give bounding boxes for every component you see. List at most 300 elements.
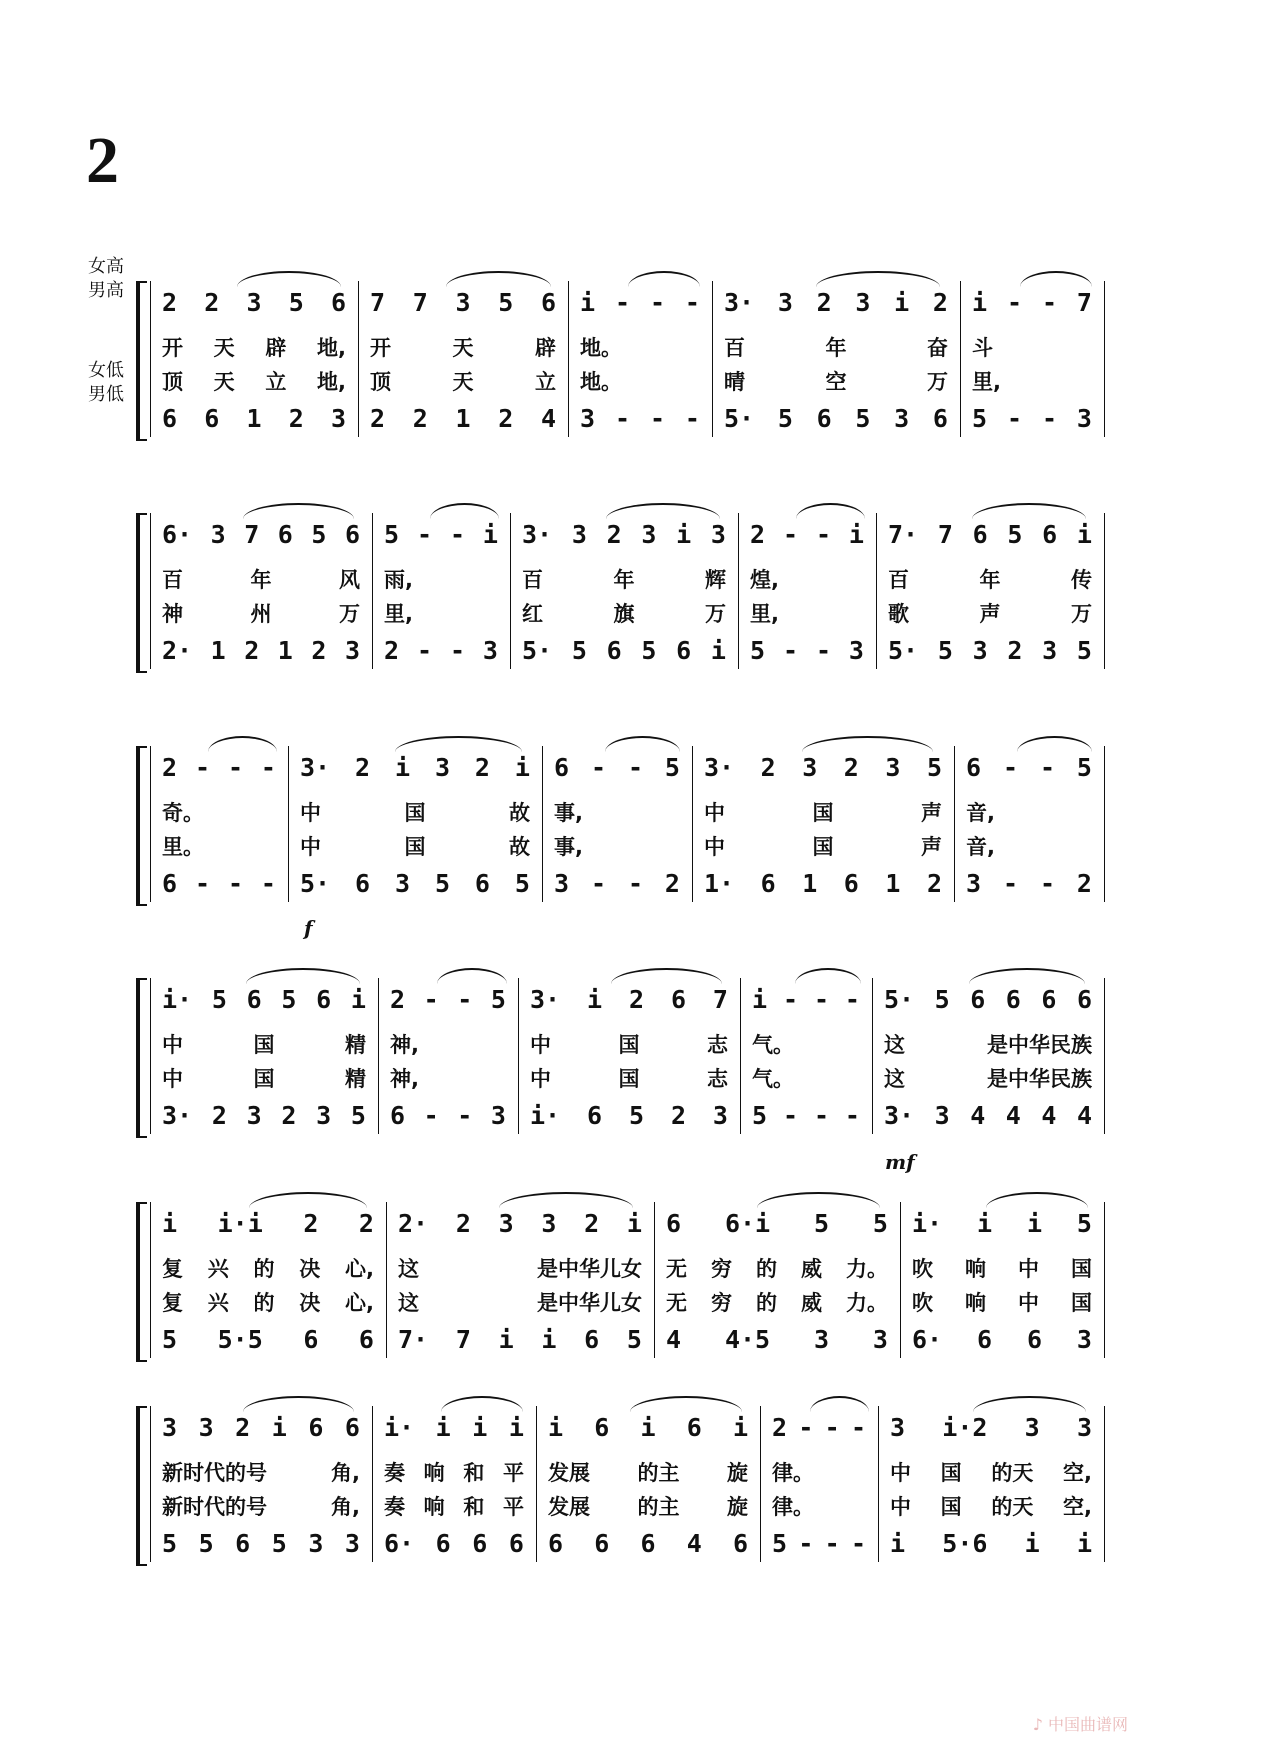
note: 5 xyxy=(384,519,400,549)
note: 6 xyxy=(1042,519,1058,549)
note: i xyxy=(732,1412,748,1442)
upper-voice-notes xyxy=(288,750,542,784)
note: 5 xyxy=(813,1208,830,1238)
note: - xyxy=(824,1528,840,1558)
lyric-verse-2 xyxy=(150,367,358,395)
lower-voice-notes xyxy=(372,1526,536,1560)
note: 2 xyxy=(162,287,178,317)
system-bracket xyxy=(136,281,147,441)
lyric-syllable: 年 xyxy=(825,336,847,360)
note: 6 xyxy=(435,1528,451,1558)
note: 2 xyxy=(1007,635,1023,665)
measure xyxy=(876,517,1104,677)
lyric-syllable: 国 xyxy=(812,835,834,859)
note: - xyxy=(614,403,631,433)
lyric-syllable: 角, xyxy=(331,1461,360,1485)
note: 5 xyxy=(664,752,680,782)
lyric-verse-1 xyxy=(654,1254,900,1282)
note: 6 xyxy=(640,1528,656,1558)
note: 2 xyxy=(474,752,490,782)
note: 2 xyxy=(204,287,220,317)
note: - xyxy=(260,868,276,898)
lyric-syllable: 穷 xyxy=(711,1291,732,1315)
note: 2 xyxy=(926,868,942,898)
lyric-syllable: 中 xyxy=(300,801,321,825)
note: i xyxy=(640,1412,656,1442)
note: 6 xyxy=(587,1100,603,1130)
note: 6· xyxy=(162,519,193,549)
note: 7· xyxy=(888,519,919,549)
note: 5 xyxy=(162,1528,178,1558)
score-system xyxy=(0,750,1278,910)
note: i xyxy=(890,1528,906,1558)
lyric-syllable: 中 xyxy=(1018,1257,1039,1281)
lyric-syllable: 开 xyxy=(162,336,183,360)
lyric-syllable: 中 xyxy=(704,835,725,859)
upper-voice-notes xyxy=(150,517,372,551)
measure xyxy=(738,517,876,677)
upper-voice-notes xyxy=(150,750,288,784)
upper-voice-notes xyxy=(536,1410,760,1444)
lower-voice-notes xyxy=(872,1098,1104,1132)
lyric-syllable: 国 xyxy=(940,1461,962,1485)
note: - xyxy=(798,1412,814,1442)
lyric-verse-1 xyxy=(568,333,712,361)
lyric-syllable: 心, xyxy=(345,1257,374,1281)
lower-voice-notes xyxy=(536,1526,760,1560)
lyric-syllable: 的 xyxy=(756,1257,777,1281)
lyric-syllable: 的天 xyxy=(991,1461,1034,1485)
barline xyxy=(1104,513,1105,669)
lyric-syllable: 律。 xyxy=(772,1495,814,1519)
note: 6· xyxy=(384,1528,415,1558)
upper-voice-notes xyxy=(712,285,960,319)
note: 3 xyxy=(330,403,346,433)
lyric-syllable: 天 xyxy=(452,336,474,360)
note: 3· xyxy=(530,984,561,1014)
note: - xyxy=(590,868,607,898)
lyric-verse-1 xyxy=(878,1458,1104,1486)
lyric-verse-2 xyxy=(372,1492,536,1520)
slur xyxy=(237,271,341,287)
note: - xyxy=(1039,868,1055,898)
upper-voice-notes xyxy=(872,982,1104,1016)
note: 5 xyxy=(937,635,953,665)
note: - xyxy=(782,635,799,665)
note: 2 xyxy=(628,984,645,1014)
note: 6 xyxy=(816,403,832,433)
lower-voice-notes xyxy=(712,401,960,435)
note: 3 xyxy=(710,519,726,549)
upper-voice-notes xyxy=(358,285,568,319)
note: 6 xyxy=(732,1528,748,1558)
lyric-syllable: 立 xyxy=(265,370,287,394)
note: - xyxy=(260,752,276,782)
note: - xyxy=(457,1100,473,1130)
lyric-verse-2 xyxy=(654,1288,900,1316)
note: 5 xyxy=(514,868,530,898)
note: 2 xyxy=(355,752,371,782)
note: 2 xyxy=(816,287,832,317)
lyric-syllable: 神, xyxy=(390,1033,419,1057)
lyric-syllable: 晴 xyxy=(724,370,745,394)
lyric-syllable: 空 xyxy=(825,370,847,394)
note: 6 xyxy=(970,984,986,1014)
lyric-syllable: 万 xyxy=(927,370,948,394)
lyric-syllable: 万 xyxy=(705,602,726,626)
note: 3 xyxy=(554,868,570,898)
note: 6 xyxy=(390,1100,406,1130)
slur xyxy=(430,503,499,519)
lyric-verse-1 xyxy=(386,1254,654,1282)
lyric-syllable: 角, xyxy=(331,1495,360,1519)
note: - xyxy=(1002,868,1019,898)
voice-label-alto: 女低 xyxy=(88,360,124,381)
note: 2 xyxy=(303,1208,319,1238)
lower-voice-notes xyxy=(876,633,1104,667)
note: 4 xyxy=(1076,1100,1092,1130)
measure xyxy=(150,1410,372,1570)
lyric-syllable: 传 xyxy=(1071,568,1092,592)
note: - xyxy=(1006,287,1023,317)
note: 4 xyxy=(540,403,556,433)
page-number: 2 xyxy=(86,124,119,197)
lyric-syllable: 旋 xyxy=(727,1495,748,1519)
note: 6 xyxy=(670,984,687,1014)
note: - xyxy=(449,519,465,549)
score-system xyxy=(0,1206,1278,1366)
note: 7 xyxy=(1076,287,1092,317)
note: 6 xyxy=(966,752,982,782)
lyric-verse-2 xyxy=(740,1064,872,1092)
note: 3 xyxy=(872,1324,888,1354)
lower-voice-notes xyxy=(518,1098,740,1132)
note: 6· xyxy=(912,1324,943,1354)
note: - xyxy=(227,752,243,782)
upper-voice-notes xyxy=(150,285,358,319)
note: 3 xyxy=(777,287,793,317)
measure xyxy=(654,1206,900,1366)
note: 3 xyxy=(246,1100,262,1130)
lyric-verse-1 xyxy=(876,565,1104,593)
note: - xyxy=(194,752,211,782)
note: 3 xyxy=(308,1528,324,1558)
lyric-syllable: 新时代的号 xyxy=(162,1495,267,1519)
lower-voice-notes xyxy=(150,1322,386,1356)
note: 6 xyxy=(355,868,371,898)
note: 1 xyxy=(885,868,901,898)
lyric-syllable: 辉 xyxy=(705,568,726,592)
note: 2 xyxy=(390,984,406,1014)
note: 3 xyxy=(571,519,587,549)
lower-voice-notes xyxy=(900,1322,1104,1356)
lyric-syllable: 地。 xyxy=(580,336,622,360)
lyric-syllable: 吹 xyxy=(912,1291,933,1315)
note: 2 xyxy=(358,1208,374,1238)
lyric-verse-1 xyxy=(378,1030,518,1058)
note: i xyxy=(894,287,910,317)
lyric-verse-2 xyxy=(150,832,288,860)
lyric-syllable: 的主 xyxy=(637,1461,680,1485)
lyric-syllable: 和 xyxy=(463,1495,485,1519)
upper-voice-notes xyxy=(900,1206,1104,1240)
measure xyxy=(692,750,954,910)
note: 3· xyxy=(162,1100,193,1130)
lyric-syllable: 精 xyxy=(345,1033,366,1057)
lyric-syllable: 的主 xyxy=(637,1495,680,1519)
note: 6 xyxy=(1041,984,1057,1014)
upper-voice-notes xyxy=(654,1206,900,1240)
note: 6 xyxy=(308,1412,324,1442)
measure xyxy=(878,1410,1104,1570)
note: 5· xyxy=(884,984,915,1014)
note: i xyxy=(1024,1528,1040,1558)
lyric-syllable: 国 xyxy=(618,1067,640,1091)
note: 5 xyxy=(1076,752,1092,782)
lyric-syllable: 中 xyxy=(530,1033,551,1057)
note: 3 xyxy=(316,1100,332,1130)
voice-label-soprano: 女高 xyxy=(88,256,124,277)
upper-voice-notes xyxy=(740,982,872,1016)
note: - xyxy=(1041,403,1057,433)
lyric-syllable: 音, xyxy=(966,835,995,859)
note: 2 xyxy=(932,287,948,317)
lyric-syllable: 志 xyxy=(707,1033,728,1057)
slur xyxy=(606,503,720,519)
lyric-verse-2 xyxy=(288,832,542,860)
lower-voice-notes xyxy=(740,1098,872,1132)
lyric-verse-2 xyxy=(900,1288,1104,1316)
note: 3 xyxy=(455,287,471,317)
note: 2· xyxy=(162,635,193,665)
lyric-syllable: 平 xyxy=(502,1461,524,1485)
note: - xyxy=(813,984,829,1014)
measure xyxy=(568,285,712,445)
upper-voice-notes xyxy=(960,285,1104,319)
note: 1· xyxy=(704,868,735,898)
lyric-syllable: 复 xyxy=(162,1257,183,1281)
note: 2 xyxy=(412,403,428,433)
lyric-verse-2 xyxy=(150,1492,372,1520)
note: - xyxy=(423,1100,439,1130)
note: 5 xyxy=(972,403,988,433)
note: 6 xyxy=(246,984,262,1014)
lyric-syllable: 年 xyxy=(979,568,1001,592)
lower-voice-notes xyxy=(150,633,372,667)
note: - xyxy=(844,1100,860,1130)
note: 3 xyxy=(210,519,226,549)
slur xyxy=(795,968,861,984)
note: 1 xyxy=(277,635,293,665)
upper-voice-notes xyxy=(518,982,740,1016)
note: - xyxy=(850,1412,866,1442)
note: i xyxy=(580,287,596,317)
barline xyxy=(1104,1202,1105,1358)
note: i· xyxy=(162,984,193,1014)
note: 5 xyxy=(434,868,451,898)
note: - xyxy=(813,1100,829,1130)
note: 2 xyxy=(1076,868,1092,898)
lyric-syllable: 无 xyxy=(666,1257,687,1281)
slur xyxy=(246,968,360,984)
lyric-syllable: 响 xyxy=(965,1257,986,1281)
lyric-syllable: 煌, xyxy=(750,568,779,592)
barline xyxy=(1104,281,1105,437)
note: 5 xyxy=(350,1100,366,1130)
lyric-verse-2 xyxy=(872,1064,1104,1092)
note: 5 xyxy=(311,519,327,549)
lyric-syllable: 地, xyxy=(317,370,346,394)
lyric-syllable: 国 xyxy=(253,1067,275,1091)
lyric-syllable: 声 xyxy=(921,835,942,859)
lower-voice-notes xyxy=(386,1322,654,1356)
lyric-syllable: 律。 xyxy=(772,1461,814,1485)
note: i xyxy=(541,1324,557,1354)
slur xyxy=(802,736,933,752)
lower-voice-notes xyxy=(358,401,568,435)
note: - xyxy=(815,635,831,665)
lyric-verse-2 xyxy=(150,1064,378,1092)
lyric-syllable: 这 xyxy=(398,1291,419,1315)
note: i xyxy=(626,1208,642,1238)
note: i xyxy=(587,984,603,1014)
lyric-syllable: 发展 xyxy=(548,1495,590,1519)
note: 4·5 xyxy=(724,1324,771,1354)
lyric-syllable: 决 xyxy=(299,1257,321,1281)
note: 5 xyxy=(1076,1208,1092,1238)
lower-voice-notes xyxy=(960,401,1104,435)
note: - xyxy=(194,868,211,898)
measure xyxy=(358,285,568,445)
slur xyxy=(1020,271,1092,287)
lyric-syllable: 中 xyxy=(162,1067,183,1091)
lyric-syllable: 事, xyxy=(554,835,583,859)
lyric-verse-2 xyxy=(150,1288,386,1316)
lyric-verse-2 xyxy=(150,599,372,627)
note: 2 xyxy=(370,403,386,433)
measure xyxy=(150,517,372,677)
lower-voice-notes xyxy=(760,1526,878,1560)
lyric-syllable: 辟 xyxy=(535,336,556,360)
slur xyxy=(499,1192,633,1208)
lyric-verse-1 xyxy=(150,1458,372,1486)
slur xyxy=(249,1192,367,1208)
note: 6 xyxy=(474,868,490,898)
note: 3 xyxy=(848,635,864,665)
lyric-syllable: 力。 xyxy=(846,1291,888,1315)
upper-voice-notes xyxy=(876,517,1104,551)
upper-voice-notes xyxy=(878,1410,1104,1444)
upper-voice-notes xyxy=(760,1410,878,1444)
note: i·i xyxy=(217,1208,263,1238)
note: - xyxy=(227,868,243,898)
lower-voice-notes xyxy=(568,401,712,435)
upper-voice-notes xyxy=(150,1206,386,1240)
note: 3 xyxy=(813,1324,830,1354)
note: 4 xyxy=(1005,1100,1021,1130)
lyric-verse-1 xyxy=(712,333,960,361)
lyric-verse-1 xyxy=(872,1030,1104,1058)
note: 6 xyxy=(594,1528,610,1558)
note: 6 xyxy=(508,1528,524,1558)
lyric-syllable: 歌 xyxy=(888,602,909,626)
note: 6 xyxy=(843,868,859,898)
lyric-syllable: 百 xyxy=(162,568,183,592)
lyric-syllable: 万 xyxy=(339,602,360,626)
barline xyxy=(1104,1406,1105,1562)
lyric-verse-2 xyxy=(954,832,1104,860)
note: - xyxy=(815,519,831,549)
lyric-syllable: 志 xyxy=(707,1067,728,1091)
note: 3 xyxy=(1024,1412,1040,1442)
lyric-syllable: 国 xyxy=(404,835,426,859)
note: - xyxy=(627,752,643,782)
lyric-syllable: 顶 xyxy=(370,370,391,394)
note: 5 xyxy=(198,1528,214,1558)
system-bracket xyxy=(136,1406,147,1566)
note: 3· xyxy=(884,1100,915,1130)
lyric-verse-2 xyxy=(738,599,876,627)
lyric-syllable: 兴 xyxy=(207,1257,229,1281)
lyric-verse-1 xyxy=(518,1030,740,1058)
note: - xyxy=(1002,752,1019,782)
note: 6 xyxy=(204,403,220,433)
note: 6 xyxy=(344,519,360,549)
lyric-verse-1 xyxy=(150,565,372,593)
lyric-syllable: 气。 xyxy=(752,1067,794,1091)
note: i xyxy=(350,984,366,1014)
lyric-syllable: 国 xyxy=(1071,1257,1092,1281)
note: - xyxy=(627,868,643,898)
note: - xyxy=(449,635,465,665)
upper-voice-notes xyxy=(378,982,518,1016)
lyric-syllable: 奏 xyxy=(384,1461,405,1485)
slur xyxy=(630,1396,742,1412)
lower-voice-notes xyxy=(288,866,542,900)
lyric-syllable: 年 xyxy=(250,568,272,592)
lyric-verse-1 xyxy=(150,1030,378,1058)
upper-voice-notes xyxy=(692,750,954,784)
note: 4 xyxy=(686,1528,702,1558)
note: 2 xyxy=(498,403,514,433)
note: 6 xyxy=(676,635,692,665)
slur xyxy=(628,271,700,287)
note: 6 xyxy=(606,635,622,665)
lyric-verse-1 xyxy=(150,333,358,361)
note: 3 xyxy=(855,287,871,317)
lyric-verse-1 xyxy=(536,1458,760,1486)
note: - xyxy=(649,287,665,317)
lyric-syllable: 平 xyxy=(502,1495,524,1519)
lyric-syllable: 音, xyxy=(966,801,995,825)
upper-voice-notes xyxy=(372,1410,536,1444)
lyric-syllable: 里, xyxy=(384,602,413,626)
slur xyxy=(446,271,551,287)
note: i xyxy=(710,635,726,665)
note: 5 xyxy=(772,1528,788,1558)
upper-voice-notes xyxy=(510,517,738,551)
note: 3 xyxy=(434,752,451,782)
note: 3 xyxy=(885,752,901,782)
lyric-syllable: 故 xyxy=(509,835,530,859)
lyric-syllable: 百 xyxy=(888,568,909,592)
lyric-syllable: 的天 xyxy=(991,1495,1034,1519)
note: i xyxy=(676,519,692,549)
system-bracket xyxy=(136,978,147,1138)
lyric-syllable: 发展 xyxy=(548,1461,590,1485)
lyric-verse-1 xyxy=(510,565,738,593)
slur xyxy=(243,503,354,519)
